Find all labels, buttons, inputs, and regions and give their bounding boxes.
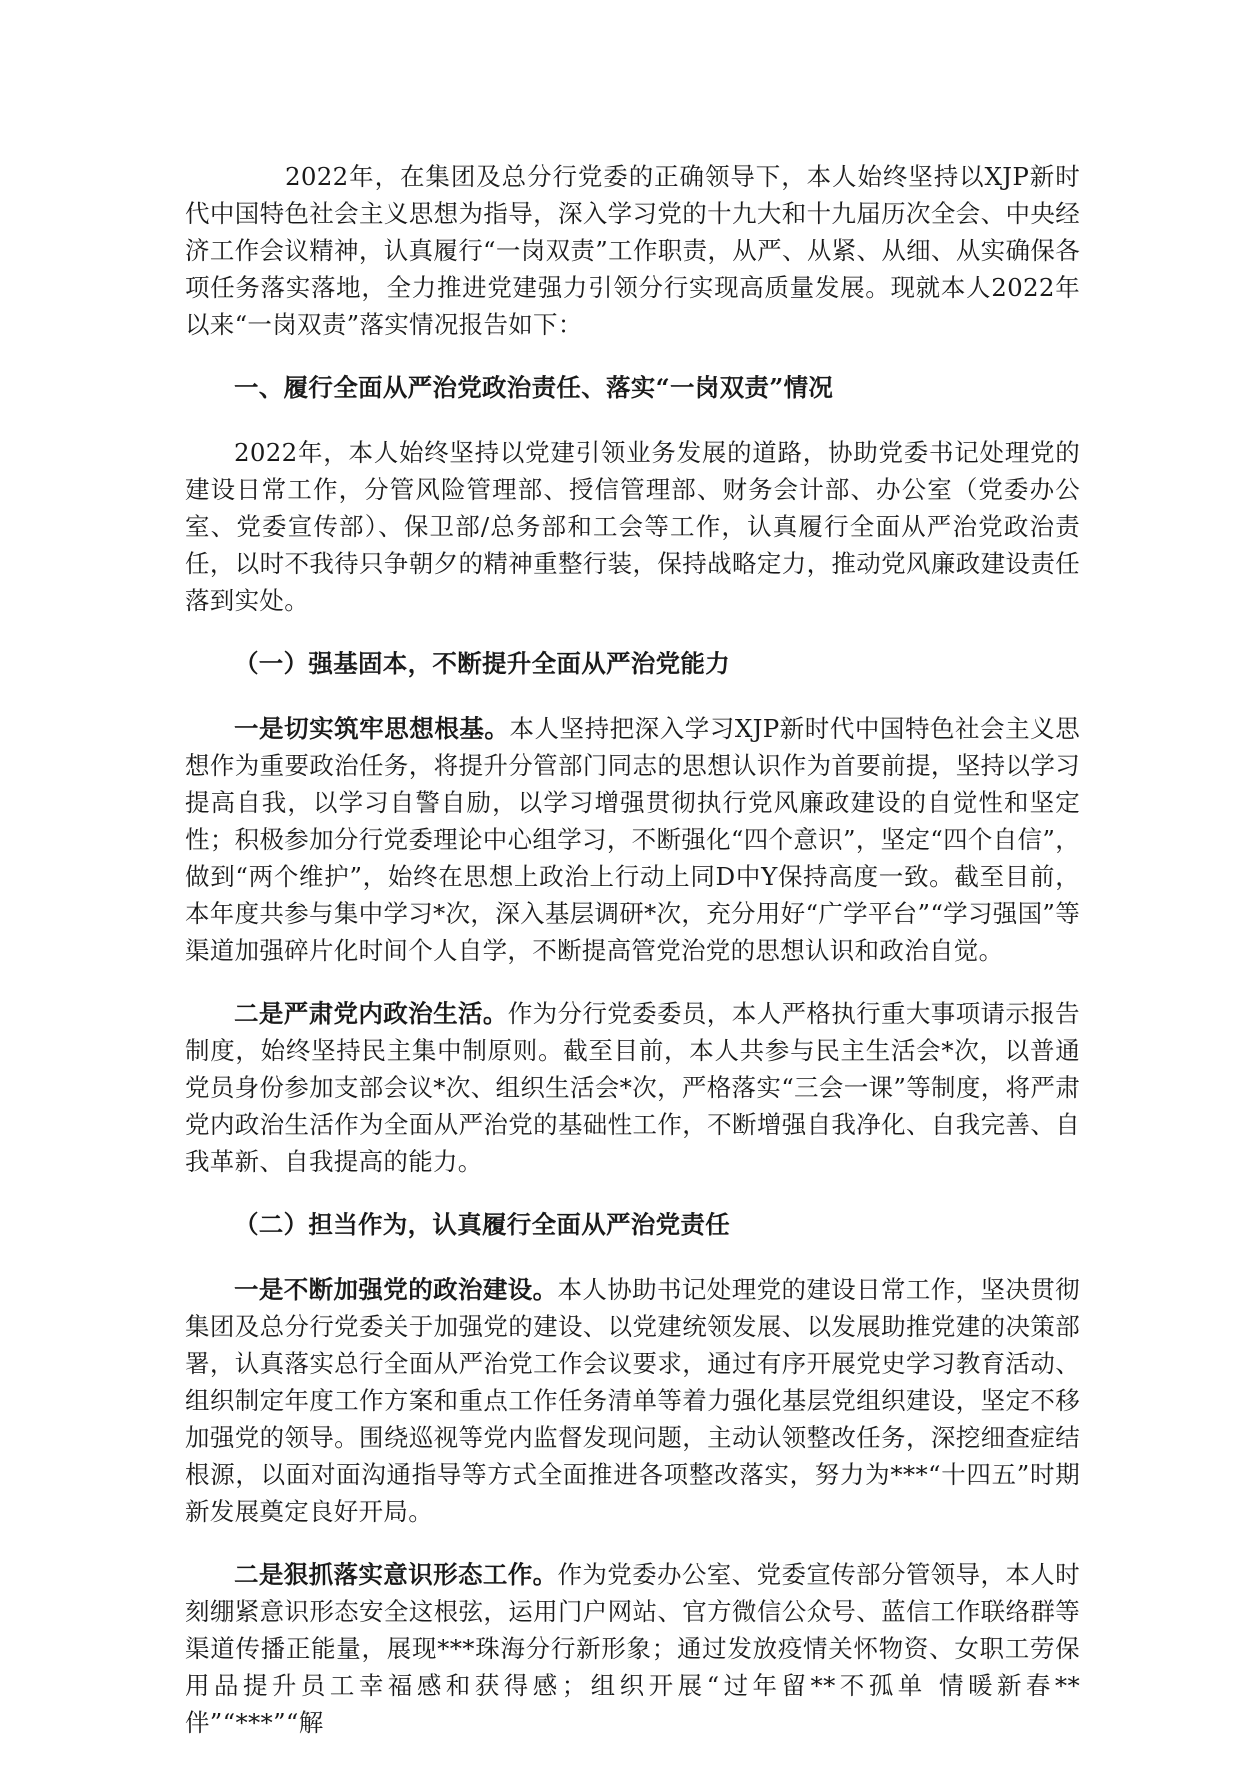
paragraph-text: 作为党委办公室、党委宣传部分管领导，本人时刻绷紧意识形态安全这根弦，运用门户网站、官方微信公众号、蓝信工作联络群等渠道传播正能量，展现***珠海分行新形象；通过发放疫情关怀物资、女职工劳保用品提升员工幸福感和获得感；组织开展“过年留**不孤单 情暖新春**伴”“***”“解 — [185, 1560, 1080, 1737]
paragraph-text: 本人坚持把深入学习XJP新时代中国特色社会主义思想作为重要政治任务，将提升分管部门同志的思想认识作为首要前提，坚持以学习提高自我，以学习自警自励，以学习增强贯彻执行党风廉政建设的自觉性和坚定性；积极参加分行党委理论中心组学习，不断强化“四个意识”，坚定“四个自信”，做到“两个维护”，始终在思想上政治上行动上同D中Y保持高度一致。截至目前，本年度共参与集中学习*次，深入基层调研*次，充分用好“广学平台”“学习强国”等渠道加强碎片化时间个人自学，不断提高管党治党的思想认识和政治自觉。 — [185, 714, 1080, 965]
paragraph-lead: 二是严肃党内政治生活。 — [234, 999, 508, 1028]
paragraph-lead: 二是狠抓落实意识形态工作。 — [234, 1560, 558, 1589]
subsection-1-heading: （一）强基固本，不断提升全面从严治党能力 — [234, 649, 730, 678]
subsection-2-paragraph-2 — [185, 1556, 1080, 1741]
subsection-1-paragraph-2 — [185, 995, 1080, 1180]
paragraph-lead: 一是切实筑牢思想根基。 — [234, 714, 510, 743]
subsection-2-heading: （二）担当作为，认真履行全面从严治党责任 — [234, 1210, 730, 1239]
section-1-heading: 一、履行全面从严治党政治责任、落实“一岗双责”情况 — [234, 373, 834, 402]
paragraph-text: 作为分行党委委员，本人严格执行重大事项请示报告制度，始终坚持民主集中制原则。截至目前，本人共参与民主生活会*次，以普通党员身份参加支部会议*次、组织生活会*次，严格落实“三会一课”等制度，将严肃党内政治生活作为全面从严治党的基础性工作，不断增强自我净化、自我完善、自我革新、自我提高的能力。 — [185, 999, 1080, 1176]
section-1-paragraph: 2022年，本人始终坚持以党建引领业务发展的道路，协助党委书记处理党的建设日常工作，分管风险管理部、授信管理部、财务会计部、办公室（党委办公室、党委宣传部）、保卫部/总务部和工会等工作，认真履行全面从严治党政治责任，以时不我待只争朝夕的精神重整行装，保持战略定力，推动党风廉政建设责任落到实处。 — [185, 438, 1080, 615]
paragraph-lead: 一是不断加强党的政治建设。 — [234, 1275, 558, 1304]
subsection-2-paragraph-1 — [185, 1271, 1080, 1530]
document-body — [185, 158, 1080, 1767]
paragraph-text: 本人协助书记处理党的建设日常工作，坚决贯彻集团及总分行党委关于加强党的建设、以党建统领发展、以发展助推党建的决策部署，认真落实总行全面从严治党工作会议要求，通过有序开展党史学习教育活动、组织制定年度工作方案和重点工作任务清单等着力强化基层党组织建设，坚定不移加强党的领导。围绕巡视等党内监督发现问题，主动认领整改任务，深挖细查症结根源，以面对面沟通指导等方式全面推进各项整改落实，努力为***“十四五”时期新发展奠定良好开局。 — [185, 1275, 1080, 1526]
subsection-1-paragraph-1 — [185, 710, 1080, 969]
intro-paragraph: 2022年，在集团及总分行党委的正确领导下，本人始终坚持以XJP新时代中国特色社会主义思想为指导，深入学习党的十九大和十九届历次全会、中央经济工作会议精神，认真履行“一岗双责”工作职责，从严、从紧、从细、从实确保各项任务落实落地，全力推进党建强力引领分行实现高质量发展。现就本人2022年以来“一岗双责”落实情况报告如下： — [185, 162, 1080, 339]
